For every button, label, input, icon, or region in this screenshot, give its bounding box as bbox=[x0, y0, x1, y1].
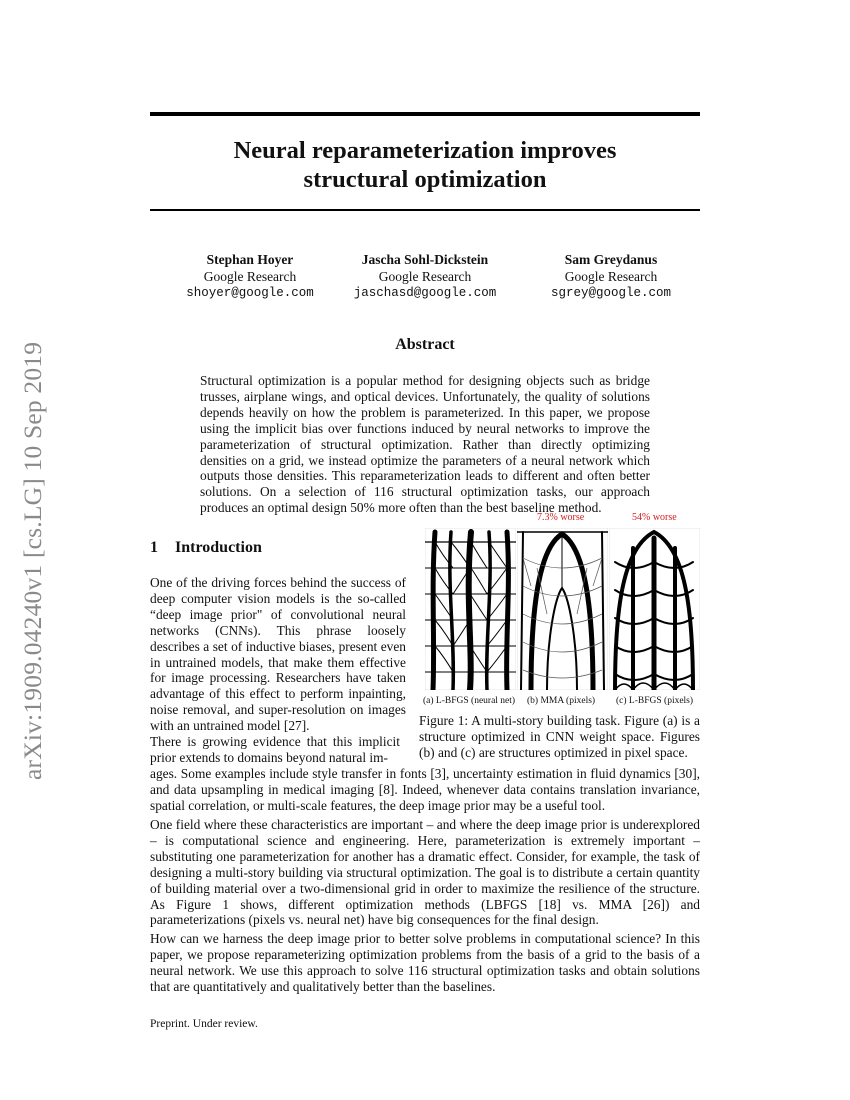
subcaption-b: (b) MMA (pixels) bbox=[527, 696, 596, 706]
author-affiliation: Google Research bbox=[203, 269, 297, 284]
author-affiliation: Google Research bbox=[564, 269, 658, 284]
author-email[interactable]: sgrey@google.com bbox=[550, 286, 672, 300]
intro-paragraph-4: How can we harness the deep image prior to better solve problems in computational science? In this paper, we propose reparameterizing optimization problems from the basis of a grid to the basis of a neural network. We use this approach to solve 116 structural optimization tasks and obtain solutions that are quantitatively and qualitatively better than the baselines. bbox=[150, 931, 700, 994]
arxiv-identifier: arXiv:1909.04240v1 [cs.LG] 10 Sep 2019 bbox=[18, 341, 47, 780]
author-name: Sam Greydanus bbox=[564, 252, 658, 267]
section-number: 1 bbox=[150, 539, 158, 556]
intro-paragraph-1: One of the driving forces behind the success of deep computer vision models is the so-called “deep image prior" of convolutional neural networks (CNNs). This phrase loosely describes a set of inductive biases, present even in untrained models, that make them effective for image processing. Researchers have taken advantage of this effect to perform inpainting, noise removal, and super-resolution on images with an untrained model [27]. bbox=[150, 575, 406, 734]
author-name: Stephan Hoyer bbox=[206, 252, 294, 267]
footer-note: Preprint. Under review. bbox=[150, 1018, 258, 1030]
author-email[interactable]: shoyer@google.com bbox=[186, 286, 314, 300]
intro-paragraph-2-start: There is growing evidence that this implicit prior extends to domains beyond natural im- bbox=[150, 734, 400, 765]
author-name: Jascha Sohl-Dickstein bbox=[361, 252, 489, 267]
intro-paragraph-3: One field where these characteristics are important – and where the deep image prior is underexplored – is computational science and engineering. Here, parameterization is extremely important – substituting one parameterization for another has a dramatic effect. Consider, for example, the task of designing a multi-story building via structural optimization. The goal is to distribute a certain quantity of building material over a two-dimensional grid in order to maximize the resilience of the structure. As Figure 1 shows, different optimization methods (LBFGS [18] vs. MMA [26]) and parameterizations (pixels vs. neural net) have big consequences for the final design. bbox=[150, 817, 700, 928]
author-affiliation: Google Research bbox=[378, 269, 472, 284]
author-3 bbox=[526, 251, 696, 302]
figure-1-caption: Figure 1: A multi-story building task. Figure (a) is a structure optimized in CNN weight space. Figures (b) and (c) are structures optimized in pixel space. bbox=[419, 713, 700, 760]
abstract-text: Structural optimization is a popular method for designing objects such as bridge trusses, airplane wings, and optical devices. Unfortunately, the quality of solutions depends heavily on how the problem is parameterized. In this paper, we propose using the implicit bias over functions induced by neural networks to improve the parameterization of structural optimization. Rather than directly optimizing densities on a grid, we instead optimize the parameters of a neural network which outputs those densities. This reparameterization leads to different and often better solutions. On a selection of 116 structural optimization tasks, our approach produces an optimal design 50% more often than the best baseline method. bbox=[200, 373, 650, 516]
annotation-c: 54% worse bbox=[632, 512, 677, 523]
intro-column bbox=[150, 575, 406, 734]
subcaption-a: (a) L-BFGS (neural net) bbox=[423, 696, 516, 706]
author-block bbox=[150, 251, 700, 301]
section-heading bbox=[150, 539, 262, 557]
annotation-b: 7.3% worse bbox=[537, 512, 585, 523]
title-line-2: structural optimization bbox=[303, 166, 547, 193]
author-email[interactable]: jaschasd@google.com bbox=[353, 286, 497, 300]
paper-title bbox=[150, 136, 700, 194]
author-2 bbox=[330, 251, 520, 302]
subcaption-c: (c) L-BFGS (pixels) bbox=[616, 696, 694, 706]
figure-1 bbox=[419, 512, 700, 712]
author-1 bbox=[150, 251, 350, 302]
title-rule bbox=[150, 209, 700, 211]
top-rule bbox=[150, 112, 700, 116]
abstract-heading: Abstract bbox=[395, 336, 455, 353]
intro-paragraph-2-end: ages. Some examples include style transfer in fonts [3], uncertainty estimation in fluid dynamics [30], and data upsampling in medical imaging [8]. Indeed, whenever data contains translation invariance, spatial correlation, or multi-scale features, the deep image prior may be a useful tool. bbox=[150, 766, 700, 813]
panel-c-lbfgs-pixels-structure bbox=[609, 528, 700, 690]
title-line-1: Neural reparameterization improves bbox=[233, 137, 617, 164]
section-title: Introduction bbox=[175, 539, 262, 556]
panel-b-mma-structure bbox=[517, 528, 608, 690]
panel-a-neural-net-structure bbox=[425, 528, 516, 690]
